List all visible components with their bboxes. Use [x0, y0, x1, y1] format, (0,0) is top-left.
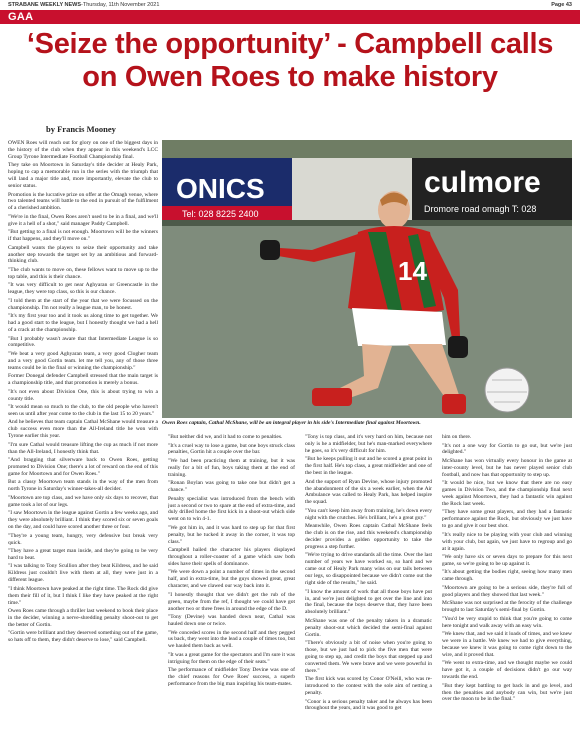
banner-left-text: ONICS — [176, 173, 265, 204]
paragraph: "We conceded scores in the second half and they pegged us back, they went into the lead a couple of times too, but we hauled them back as well. — [168, 629, 295, 650]
paragraph: "We knew that, and we said it loads of times, and we knew we were in a battle. We knew we had to give everything, because we knew it was going to come right down to the wire, and it proved that. — [442, 631, 572, 658]
paper-name: STRABANE WEEKLY NEWS — [8, 2, 82, 8]
paragraph: "You'd be very stupid to think that you're going to come here tonight and walk away with an easy win. — [442, 615, 572, 629]
paragraph: Former Donegal defender Campbell stressed that the main target is a championship title, and that promotion is merely a bonus. — [8, 373, 158, 387]
paragraph: "It would mean so much to the club, to the old people who haven't seen us until after year come to the club in the last 15 to 20 years." — [8, 404, 158, 417]
paragraph: "I was talking to Tony Scullion after they beat Kildress, and he said Kildress just couldn't live with them at all, they were just in a different league. — [8, 563, 158, 584]
paragraph: "We had been practicing them at training, but it was really for a bit of fun, boys taking them at the end of training. — [168, 457, 295, 478]
paragraph: "It's not even about Division One, this is about trying to win a county title. — [8, 388, 158, 402]
paragraph: McShane was one of the penalty takers in a dramatic penalty shoot-out which decided the semi-final against Gortin. — [305, 617, 432, 638]
paragraph: "They have some great players, and they had a fantastic performance against the Rock, but obviously we just have to go and give it our best shot. — [442, 509, 572, 530]
paragraph: "There's obviously a bit of noise when you're going to those, but we just had to pick the five men that were going to step up, and credit the boys that stepped up and converted them. We were brave and we were powerful in there." — [305, 640, 432, 674]
article-column-1 — [8, 140, 158, 730]
paragraph: "It was very difficult to get near Aghyaran or Greencastle in the league, they were top class, so this is our chance. — [8, 282, 158, 296]
paragraph: "We were down a point a number of times in the second half, and in extra-time, but the guys showed great, great character, and we clawed our way back into it. — [168, 569, 295, 590]
issue-date: -Thursday, 11th November 2021 — [81, 2, 160, 8]
paragraph: "It's really nice to be playing with your club and winning with your club, but again, we just have to regroup and go at it again. — [442, 531, 572, 552]
banner-left-subtext: Tel: 028 8225 2400 — [182, 209, 259, 219]
paragraph: "Gortin were brilliant and they deserved something out of the game, so hats off to them, they didn't deserve to lose," said Campbell. — [8, 630, 158, 644]
paragraph: "But getting to a final is not enough. Moortown will be the winners if that happens, and they'll move on." — [8, 229, 158, 243]
paragraph: "I told them at the start of the year that we were focussed on the championship. I'm not really a league man, to be honest. — [8, 297, 158, 311]
paragraph: But a classy Moortown team stands in the way of the men from north Tyrone in Saturday's winner-takes-all decider. — [8, 479, 158, 493]
article-column-4 — [442, 434, 572, 730]
paragraph: "I honestly thought that we didn't get the rub of the green, maybe from the ref, I thought we could have got another two or three frees in around the edge of the D. — [168, 591, 295, 612]
paragraph: "I'm sure Cathal would treasure lifting the cup as much if not more than the All-Ireland, I honestly think that. — [8, 441, 158, 455]
paragraph: "It's not a one way for Gortin to go out, but we're just delighted." — [442, 442, 572, 456]
section-label: GAA — [8, 11, 34, 23]
paragraph: They take on Moortown in Saturday's title decider at Healy Park, hoping to cap a memorable run in the series with the triumph that will land a major title and, more importantly, elevate the club to senior status. — [8, 162, 158, 190]
paragraph: "It would be nice, but we know that there are no easy games in Division Two, and the championship final next week against Moortown, they had a fantastic win against the Rock last week. — [442, 480, 572, 507]
photo-illustration — [162, 140, 572, 418]
paragraph: "We only have six or seven days to prepare for this next game, so we're going to be up against it. — [442, 554, 572, 567]
paragraph: "We got him in, and it was hard to step up for that first penalty, but he tucked it away in the corner, it was top class." — [168, 524, 295, 545]
paragraph: "I think Moortown have peaked at the right time. The Rock did give them their fill of it, but I think I like they have peaked at the right time." — [8, 585, 158, 606]
paragraph: "We're trying to drive standards all the time. Over the last number of years we have worked so, so hard and we came out of Healy Park many wins on our tails between our legs, so disappointed because we didn't come out the right side of the results," he said. — [305, 552, 432, 587]
paragraph: "But they kept battling to get back in and go level, and then the penalties and anybody can win, but we're just over the moon to be in the final." — [442, 682, 572, 703]
paper-masthead — [8, 2, 159, 8]
paragraph: Meanwhile, Owen Roes captain Cathal McShane feels the club is on the rise, and this weekend's championship decider provides a golden opportunity to take the progress a step further. — [305, 523, 432, 550]
photo-caption: Owen Roes captain, Cathal McShane, will be an integral player in his side's Intermediate final against Moortown. — [162, 420, 421, 426]
paragraph: "Tony (Devine) was handed down near, Cathal was hauled down one or twice. — [168, 614, 295, 627]
paragraph: "It's about getting the bodies right, seeing how many men came through. — [442, 569, 572, 583]
paragraph: "But I probably wasn't aware that that Intermediate League is so competitive. — [8, 335, 158, 349]
paragraph: "Moortown are top class, and we have only six days to recover, that game took a lot of our legs. — [8, 494, 158, 508]
paragraph: "You can't keep him away from training, he's down every night with the crutches. He's brilliant, he's a great guy." — [305, 507, 432, 521]
paragraph: "But neither did we, and it had to come to penalties. — [168, 434, 283, 440]
banner-right-subtext: Dromore road omagh T: 028 — [424, 204, 537, 214]
paragraph: "We beat a very good Aghyaran team, a very good Clogher team and a very good Gortin team. let me tell you, any of those three teams could be in the final or winning the championship." — [8, 350, 158, 371]
article-column-3 — [305, 434, 432, 730]
paragraph: Campbell hailed the character his players displayed throughout a roller-coaster of a game which saw both sides have their spells of dominance. — [168, 547, 295, 567]
paragraph: "Moortown are going to be a serious side, they're full of good players and they showed that last week." — [442, 584, 572, 598]
paragraph: And he believes that team captain Cathal McShane would treasure a club success even more than the All-Ireland title he won with Tyrone earlier this year. — [8, 419, 158, 440]
jersey-number: 14 — [398, 256, 427, 286]
paragraph: McShane has won virtually every honour in the game at inter-county level, but he has never played senior club football, and now has that opportunity to step up. — [442, 457, 572, 478]
paragraph: "It was a great game for the spectators and I'm sure it was intriguing for them on the edge of their seats." — [168, 651, 295, 665]
paragraph: "They have a great target man inside, and they're going to be very hard to beat. — [8, 548, 158, 561]
banner-right-text: culmore — [424, 166, 541, 199]
paragraph: The performance of midfielder Tony Devine was one of the chief reasons for Owe Roes' success, a superb performance from the big man inspiring his team-mates. — [168, 667, 295, 688]
paragraph: And the support of Ryan Devine, whose injury promoted the abandonment of the six a week earlier, when the Air Ambulance was called to Healy Park, has helped inspire the squad. — [305, 478, 432, 506]
paragraph: "Ronan Boylan was going to take one but didn't get a chance." — [168, 480, 295, 494]
paragraph: "I saw Moortown in the league against Gortin a few weeks ago, and they were absolutely brilliant. I think they scored six or seven goals on the day, and could have scored another three or four. — [8, 510, 158, 531]
paragraph: "We're in the final, Owen Roes aren't used to be in a final, and we'll give it a hell of a shot," said manager Paddy Campbell. — [8, 213, 158, 227]
paragraph: Penalty specialist was introduced from the bench with just a second or two to spare at the end of extra-time, and duly drilled home the first kick in a shoot-out which side went on to win 4-1. — [168, 495, 295, 523]
paragraph: "Tony is top class, and it's very hard on him, because not only is he a midfielder, but he's man-marked everywhere he goes, so it's very difficult for him. — [305, 434, 432, 454]
paragraph: "But he keeps pulling it out and he scored a great point in the first half. He's top class, a great midfielder and one of the best in the league. — [305, 456, 432, 477]
page-number: Page 43 — [551, 2, 572, 8]
paragraph: "They're a young team, hungry, very defensive but break very quick. — [8, 532, 158, 546]
paragraph: Promotion is the lucrative prize on offer at the Omagh venue, where two talented teams will battle to the end in pursuit of the fulfilment of a cherished ambition. — [8, 191, 158, 212]
page-header — [8, 2, 572, 10]
article-column-2 — [168, 434, 295, 730]
paragraph: McShane was not surprised at the ferocity of the challenge brought to last Saturday's semi-final by Gortin. — [442, 600, 572, 614]
paragraph: "The club wants to move on, these fellows want to move up to the top table, and this is their chance. — [8, 266, 158, 280]
paragraph: Owen Roes came through a thriller last weekend to book their place in the decider, winning a nerve-shredding penalty shoot-out to get the better of Gortin. — [8, 608, 158, 628]
paragraph: "It's my first year too and it took us along time to get together. We had a good start to the league, but I honestly thought we had a hell of a crack at the championship. — [8, 313, 158, 333]
paragraph: him on there. — [442, 434, 472, 440]
paragraph: OWEN Roes will reach out for glory on one of the biggest days in the history of the club when they appear in this weekend's LCC Group Tyrone Intermediate Football Championship final. — [8, 140, 158, 160]
paragraph: "We went to extra-time, and we thought maybe we could have got it, a couple of decisions didn't go our way towards the end. — [442, 660, 572, 681]
paragraph: "And bragging that silverware back to Owen Roes, getting promoted to Division One; there's a lot of reward on the end of this game for Moortown and for Owen Roes." — [8, 457, 158, 477]
headline: ‘Seize the opportunity’ - Campbell calls on Owen Roes to make history — [26, 28, 554, 93]
article-photo — [162, 140, 572, 418]
paragraph: "I know the amount of work that all those boys have put in, and we're just delighted to get over the line and into the final, because the boys deserve that, they have been absolutely brilliant." — [305, 588, 432, 616]
paragraph: Campbell wants the players to seize their opportunity and take another step towards the target set by an ambitious and forward-thinking club. — [8, 244, 158, 265]
paragraph: The first kick was scored by Conor O'Neill, who was re-introduced to the contest with the sole aim of netting a penalty. — [305, 676, 432, 697]
paragraph: "It's a cruel way to lose a game, but one boys struck class penalties, Gortin hit a couple over the bar. — [168, 442, 295, 456]
paragraph: "Conor is a serious penalty taker and he always has been throughout the years, and it was good to get — [305, 698, 432, 712]
section-banner — [0, 10, 580, 24]
byline: by Francis Mooney — [46, 124, 116, 134]
